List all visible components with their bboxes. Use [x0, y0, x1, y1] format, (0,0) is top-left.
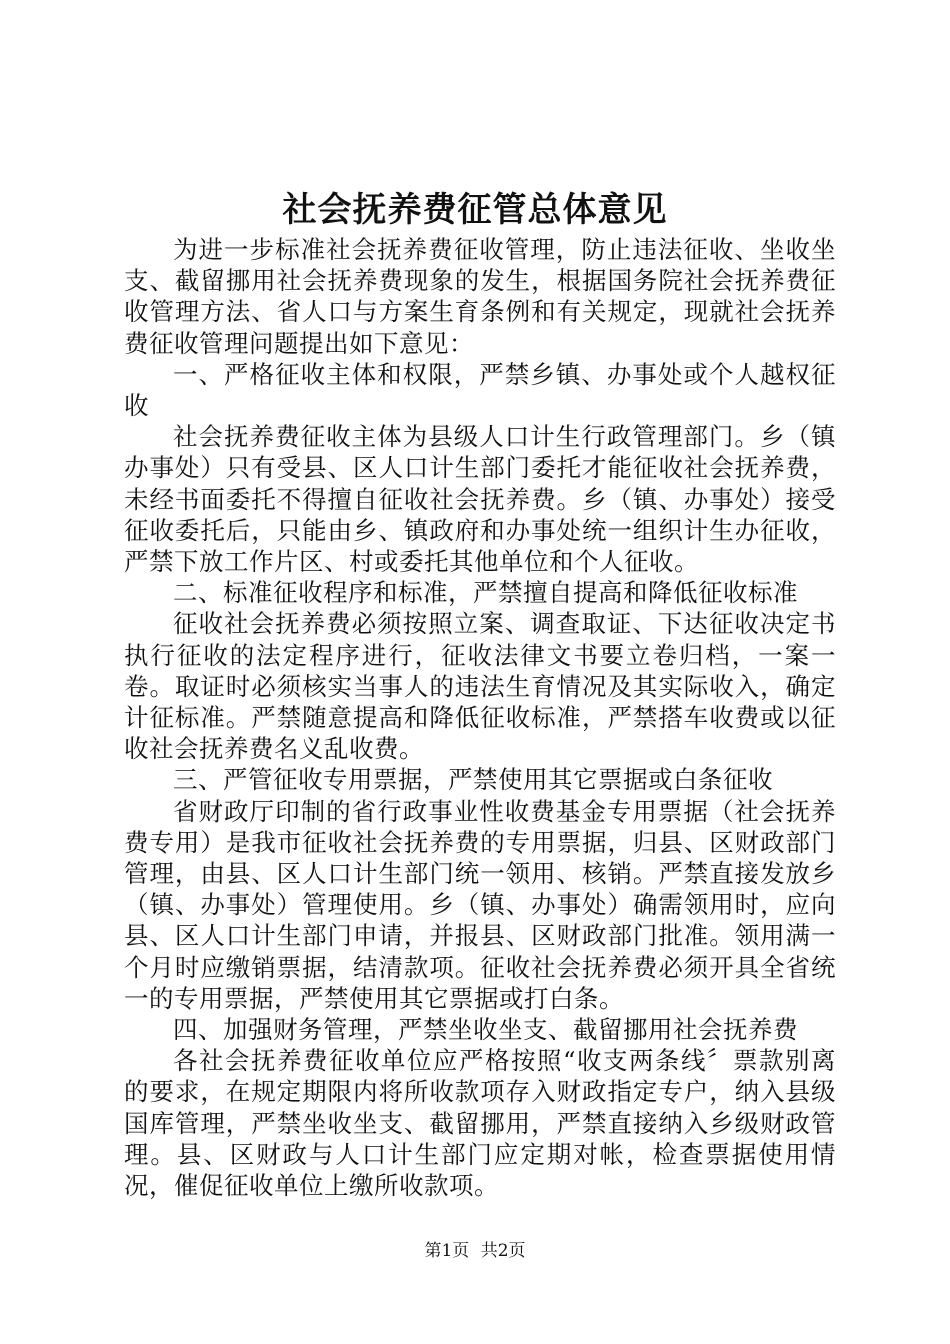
section-heading-1: 一、严格征收主体和权限，严禁乡镇、办事处或个人越权征收 [124, 359, 836, 421]
paragraph-section-1: 社会抚养费征收主体为县级人口计生行政管理部门。乡（镇办事处）只有受县、区人口计生部门委托才能征收社会抚养费，未经书面委托不得擅自征收社会抚养费。乡（镇、办事处）接受征收委托后，只能由乡、镇政府和办事处统一组织计生办征收，严禁下放工作片区、村或委托其他单位和个人征收。 [124, 422, 836, 577]
section-heading-2: 二、标准征收程序和标准，严禁擅自提高和降低征收标准 [173, 578, 798, 608]
page-total: 共2页 [480, 1241, 526, 1261]
paragraph-intro: 为进一步标准社会抚养费征收管理，防止违法征收、坐收坐支、截留挪用社会抚养费现象的发生，根据国务院社会抚养费征收管理方法、省人口与方案生育条例和有关规定，现就社会抚养费征收管理问题提出如下意见： [124, 235, 836, 358]
paragraph-section-4: 各社会抚养费征收单位应严格按照“收支两条线〞票款别离的要求，在规定期限内将所收款项存入财政指定专户，纳入县级国库管理，严禁坐收坐支、截留挪用，严禁直接纳入乡级财政管理。县、区财政与人口计生部门应定期对帐，检查票据使用情况，催促征收单位上缴所收款项。 [124, 1046, 836, 1201]
paragraph-section-3: 省财政厅印制的省行政事业性收费基金专用票据（社会抚养费专用）是我市征收社会抚养费的专用票据，归县、区财政部门管理，由县、区人口计生部门统一领用、核销。严禁直接发放乡（镇、办事处）管理使用。乡（镇、办事处）确需领用时，应向县、区人口计生部门申请，并报县、区财政部门批准。领用满一个月时应缴销票据，结清款项。征收社会抚养费必须开具全省统一的专用票据，严禁使用其它票据或打白条。 [124, 796, 836, 1013]
paragraph-section-2: 征收社会抚养费必须按照立案、调查取证、下达征收决定书执行征收的法定程序进行，征收法律文书要立卷归档，一案一卷。取证时必须核实当事人的违法生育情况及其实际收入，确定计征标准。严禁随意提高和降低征收标准，严禁搭车收费或以征收社会抚养费名义乱收费。 [124, 609, 836, 764]
section-heading-4: 四、加强财务管理，严禁坐收坐支、截留挪用社会抚养费 [173, 1015, 798, 1045]
document-body [124, 234, 836, 1201]
page-footer [0, 1239, 950, 1263]
document-title: 社会抚养费征管总体意见 [282, 190, 668, 230]
section-heading-3: 三、严管征收专用票据，严禁使用其它票据或白条征收 [173, 765, 773, 795]
page-number: 第1页 [424, 1241, 470, 1261]
